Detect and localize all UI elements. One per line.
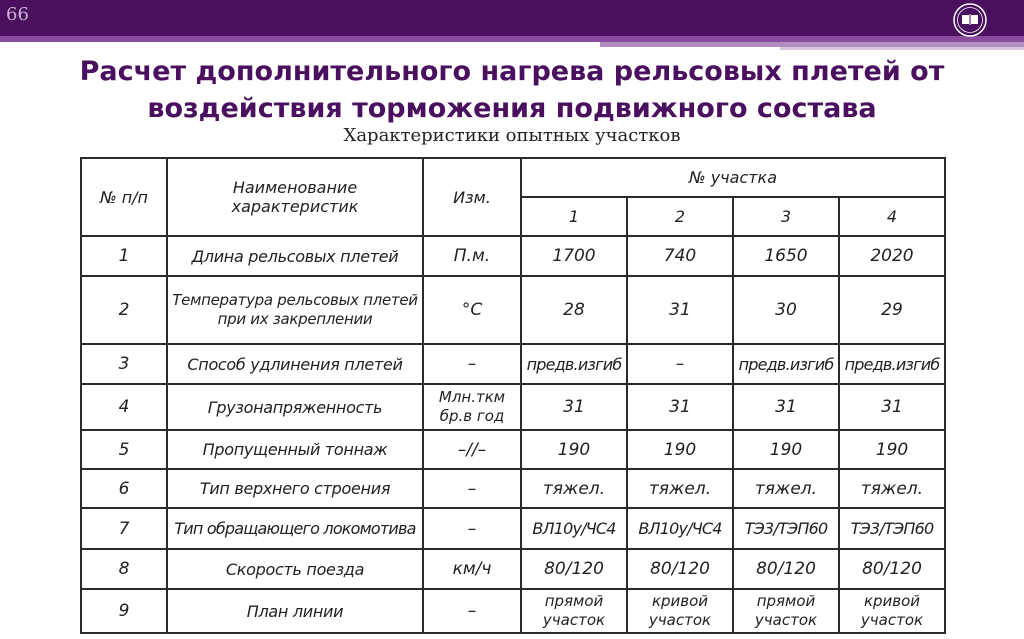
- row-value: 31: [839, 384, 945, 430]
- row-name: Грузонапряженность: [167, 384, 423, 430]
- table-row: [81, 276, 945, 344]
- header-sections: № участка: [521, 158, 945, 197]
- row-value: кривой участок: [839, 589, 945, 633]
- characteristics-table: [80, 157, 946, 634]
- row-value: ВЛ10у/ЧС4: [521, 508, 627, 549]
- header-num: № п/п: [81, 158, 167, 236]
- row-value: 80/120: [839, 549, 945, 589]
- header-section-4: 4: [839, 197, 945, 236]
- row-unit: °С: [423, 276, 521, 344]
- page-number: 66: [6, 4, 29, 25]
- row-value: прямой участок: [521, 589, 627, 633]
- slide-title: [0, 53, 1024, 127]
- row-num: 1: [81, 236, 167, 276]
- row-value: 190: [733, 430, 839, 469]
- row-num: 4: [81, 384, 167, 430]
- row-num: 9: [81, 589, 167, 633]
- row-num: 5: [81, 430, 167, 469]
- row-num: 8: [81, 549, 167, 589]
- table-row: [81, 549, 945, 589]
- row-value: предв.изгиб: [839, 344, 945, 384]
- row-unit: км/ч: [423, 549, 521, 589]
- row-name: Пропущенный тоннаж: [167, 430, 423, 469]
- row-value: ВЛ10у/ЧС4: [627, 508, 733, 549]
- row-name: План линии: [167, 589, 423, 633]
- header-section-3: 3: [733, 197, 839, 236]
- row-unit: Млн.ткм бр.в год: [423, 384, 521, 430]
- row-value: ТЭ3/ТЭП60: [839, 508, 945, 549]
- table-row: [81, 508, 945, 549]
- row-value: 29: [839, 276, 945, 344]
- row-unit: –//–: [423, 430, 521, 469]
- row-unit: П.м.: [423, 236, 521, 276]
- header-section-1: 1: [521, 197, 627, 236]
- header-unit: Изм.: [423, 158, 521, 236]
- row-value: 190: [839, 430, 945, 469]
- row-value: 31: [627, 384, 733, 430]
- table-row: [81, 430, 945, 469]
- header-name: Наименование характеристик: [167, 158, 423, 236]
- row-num: 7: [81, 508, 167, 549]
- row-value: 740: [627, 236, 733, 276]
- row-value: 80/120: [733, 549, 839, 589]
- row-num: 2: [81, 276, 167, 344]
- row-value: тяжел.: [627, 469, 733, 508]
- slide-title-line1: Расчет дополнительного нагрева рельсовых плетей от: [79, 56, 945, 87]
- table-row: [81, 236, 945, 276]
- row-value: 31: [627, 276, 733, 344]
- row-value: 1700: [521, 236, 627, 276]
- row-unit: –: [423, 469, 521, 508]
- row-name: Тип верхнего строения: [167, 469, 423, 508]
- row-unit: –: [423, 344, 521, 384]
- row-name: Скорость поезда: [167, 549, 423, 589]
- slide-title-line2: воздействия торможения подвижного состава: [147, 93, 877, 124]
- row-value: тяжел.: [733, 469, 839, 508]
- row-name: Тип обращающего локомотива: [167, 508, 423, 549]
- table-row: [81, 344, 945, 384]
- row-num: 6: [81, 469, 167, 508]
- row-value: 30: [733, 276, 839, 344]
- row-name: Длина рельсовых плетей: [167, 236, 423, 276]
- row-name: Способ удлинения плетей: [167, 344, 423, 384]
- row-value: 80/120: [627, 549, 733, 589]
- row-value: предв.изгиб: [521, 344, 627, 384]
- row-value: предв.изгиб: [733, 344, 839, 384]
- row-value: 1650: [733, 236, 839, 276]
- top-bar: [0, 0, 1024, 36]
- top-bar-accent-light: [780, 47, 1024, 50]
- table-row: [81, 589, 945, 633]
- table-row: [81, 469, 945, 508]
- row-unit: –: [423, 589, 521, 633]
- row-value: 28: [521, 276, 627, 344]
- university-logo-icon: [946, 2, 994, 38]
- row-value: 31: [733, 384, 839, 430]
- row-value: кривой участок: [627, 589, 733, 633]
- row-value: тяжел.: [839, 469, 945, 508]
- row-value: 31: [521, 384, 627, 430]
- row-num: 3: [81, 344, 167, 384]
- row-unit: –: [423, 508, 521, 549]
- row-value: 80/120: [521, 549, 627, 589]
- row-value: ТЭ3/ТЭП60: [733, 508, 839, 549]
- table-header-row: [81, 158, 945, 197]
- row-value: –: [627, 344, 733, 384]
- row-value: прямой участок: [733, 589, 839, 633]
- row-name: Температура рельсовых плетей при их закреплении: [167, 276, 423, 344]
- row-value: 190: [627, 430, 733, 469]
- row-value: тяжел.: [521, 469, 627, 508]
- header-section-2: 2: [627, 197, 733, 236]
- slide-subtitle: Характеристики опытных участков: [343, 125, 681, 146]
- row-value: 2020: [839, 236, 945, 276]
- table-row: [81, 384, 945, 430]
- row-value: 190: [521, 430, 627, 469]
- table-container: [80, 157, 946, 634]
